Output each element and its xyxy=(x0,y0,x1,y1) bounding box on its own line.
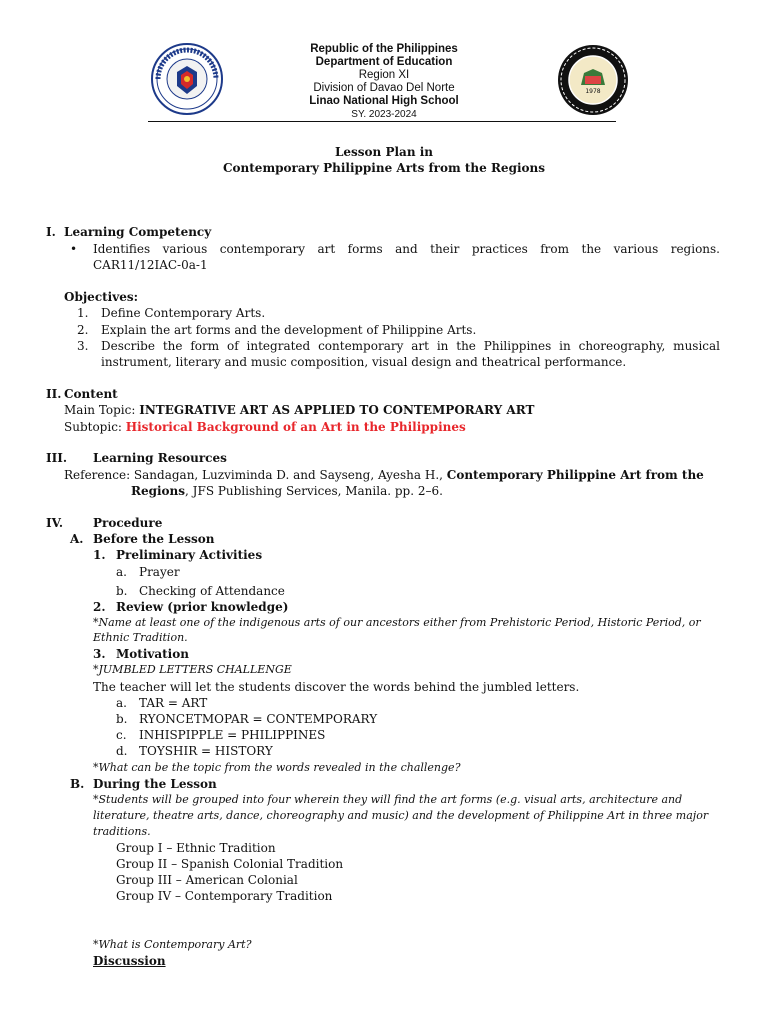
objective-item: Describe the form of integrated contemporary art in the Philippines in choreography, musical xyxy=(101,339,720,353)
grouping-note-line-1: *Students will be grouped into four wherein they will find the art forms (e.g. visual arts, architecture and xyxy=(93,793,683,806)
header-department: Department of Education xyxy=(315,56,453,68)
section-number-iii: III. xyxy=(46,451,68,465)
objective-item: Explain the art forms and the development of Philippine Arts. xyxy=(101,323,477,337)
group-item: Group III – American Colonial xyxy=(116,873,298,887)
step-2-heading: Review (prior knowledge) xyxy=(116,600,289,614)
section-number-ii: II. xyxy=(46,387,62,401)
group-item: Group IV – Contemporary Tradition xyxy=(116,889,333,903)
header-rule xyxy=(148,121,616,122)
competency-bullet-line-1: Identifies various contemporary art forms and their practices from the various regions. xyxy=(93,242,720,256)
section-heading-content: Content xyxy=(64,387,118,401)
objective-num: 2. xyxy=(77,323,89,337)
grouping-note-line-2: literature, theatre arts, dance, choreography and music) and the development of Philippine Art in three major xyxy=(93,809,709,822)
contemporary-art-question: *What is Contemporary Art? xyxy=(93,938,252,951)
part-a-label: A. xyxy=(70,532,84,546)
header-republic: Republic of the Philippines xyxy=(310,43,458,55)
title-line-1: Lesson Plan in xyxy=(334,145,434,159)
review-note-line-2: Ethnic Tradition. xyxy=(93,631,188,644)
objectives-heading: Objectives: xyxy=(64,290,139,304)
list-item: TOYSHIR = HISTORY xyxy=(139,744,273,758)
challenge-instruction: The teacher will let the students discover the words behind the jumbled letters. xyxy=(93,680,580,694)
header-school: Linao National High School xyxy=(309,95,459,107)
list-letter: b. xyxy=(116,712,128,726)
objective-item-continued: instrument, literary and music composition, visual design and theatrical performance. xyxy=(101,355,627,369)
reference-publisher: , JFS Publishing Services, Manila. pp. 2–6. xyxy=(185,484,443,498)
discussion-heading: Discussion xyxy=(93,954,166,968)
objective-num: 3. xyxy=(77,339,89,353)
part-b-label: B. xyxy=(70,777,85,791)
list-letter: a. xyxy=(116,696,127,710)
step-1-heading: Preliminary Activities xyxy=(116,548,263,562)
bullet-icon: • xyxy=(70,242,78,256)
reference-line-2 xyxy=(131,484,443,498)
reference-line-1 xyxy=(64,468,704,482)
section-number-i: I. xyxy=(46,225,56,239)
subtopic-label: Subtopic: xyxy=(64,420,126,434)
section-number-iv: IV. xyxy=(46,516,64,530)
part-a-heading: Before the Lesson xyxy=(93,532,215,546)
objective-item: Define Contemporary Arts. xyxy=(101,306,266,320)
subtopic-line xyxy=(64,420,466,434)
list-letter: d. xyxy=(116,744,128,758)
header-division: Division of Davao Del Norte xyxy=(313,82,455,94)
list-item: Prayer xyxy=(139,565,180,579)
list-item: INHISPIPPLE = PHILIPPINES xyxy=(139,728,326,742)
reference-title-cont: Regions xyxy=(131,484,186,498)
step-3-num: 3. xyxy=(93,647,106,661)
review-note-line-1: *Name at least one of the indigenous arts of our ancestors either from Prehistoric Period, Historic Period, or xyxy=(93,616,701,629)
header-school-year: SY. 2023-2024 xyxy=(351,109,417,120)
main-topic-label: Main Topic: xyxy=(64,403,140,417)
step-1-num: 1. xyxy=(93,548,106,562)
reference-authors: Reference: Sandagan, Luzviminda D. and Sayseng, Ayesha H., xyxy=(64,468,447,482)
section-heading-procedure: Procedure xyxy=(93,516,163,530)
svg-text:1978: 1978 xyxy=(585,88,601,95)
step-3-heading: Motivation xyxy=(116,647,189,661)
challenge-title: *JUMBLED LETTERS CHALLENGE xyxy=(93,663,292,676)
part-b-heading: During the Lesson xyxy=(93,777,217,791)
group-item: Group I – Ethnic Tradition xyxy=(116,841,276,855)
list-letter: c. xyxy=(116,728,127,742)
challenge-question: *What can be the topic from the words revealed in the challenge? xyxy=(93,761,461,774)
list-letter: b. xyxy=(116,584,128,598)
main-topic-value: INTEGRATIVE ART AS APPLIED TO CONTEMPORARY ART xyxy=(139,403,535,417)
group-item: Group II – Spanish Colonial Tradition xyxy=(116,857,344,871)
header-region: Region XI xyxy=(358,69,410,81)
title-line-2: Contemporary Philippine Arts from the Regions xyxy=(222,161,545,175)
main-topic-line xyxy=(64,403,534,417)
subtopic-value: Historical Background of an Art in the Philippines xyxy=(125,420,466,434)
list-letter: a. xyxy=(116,565,127,579)
section-heading-competency: Learning Competency xyxy=(64,225,212,239)
competency-bullet-line-2: CAR11/12IAC-0a-1 xyxy=(93,258,208,272)
objective-num: 1. xyxy=(77,306,89,320)
list-item: Checking of Attendance xyxy=(139,584,285,598)
grouping-note-line-3: traditions. xyxy=(93,825,151,838)
reference-title: Contemporary Philippine Art from the xyxy=(446,468,704,482)
step-2-num: 2. xyxy=(93,600,106,614)
list-item: RYONCETMOPAR = CONTEMPORARY xyxy=(139,712,378,726)
section-heading-resources: Learning Resources xyxy=(93,451,227,465)
list-item: TAR = ART xyxy=(139,696,208,710)
